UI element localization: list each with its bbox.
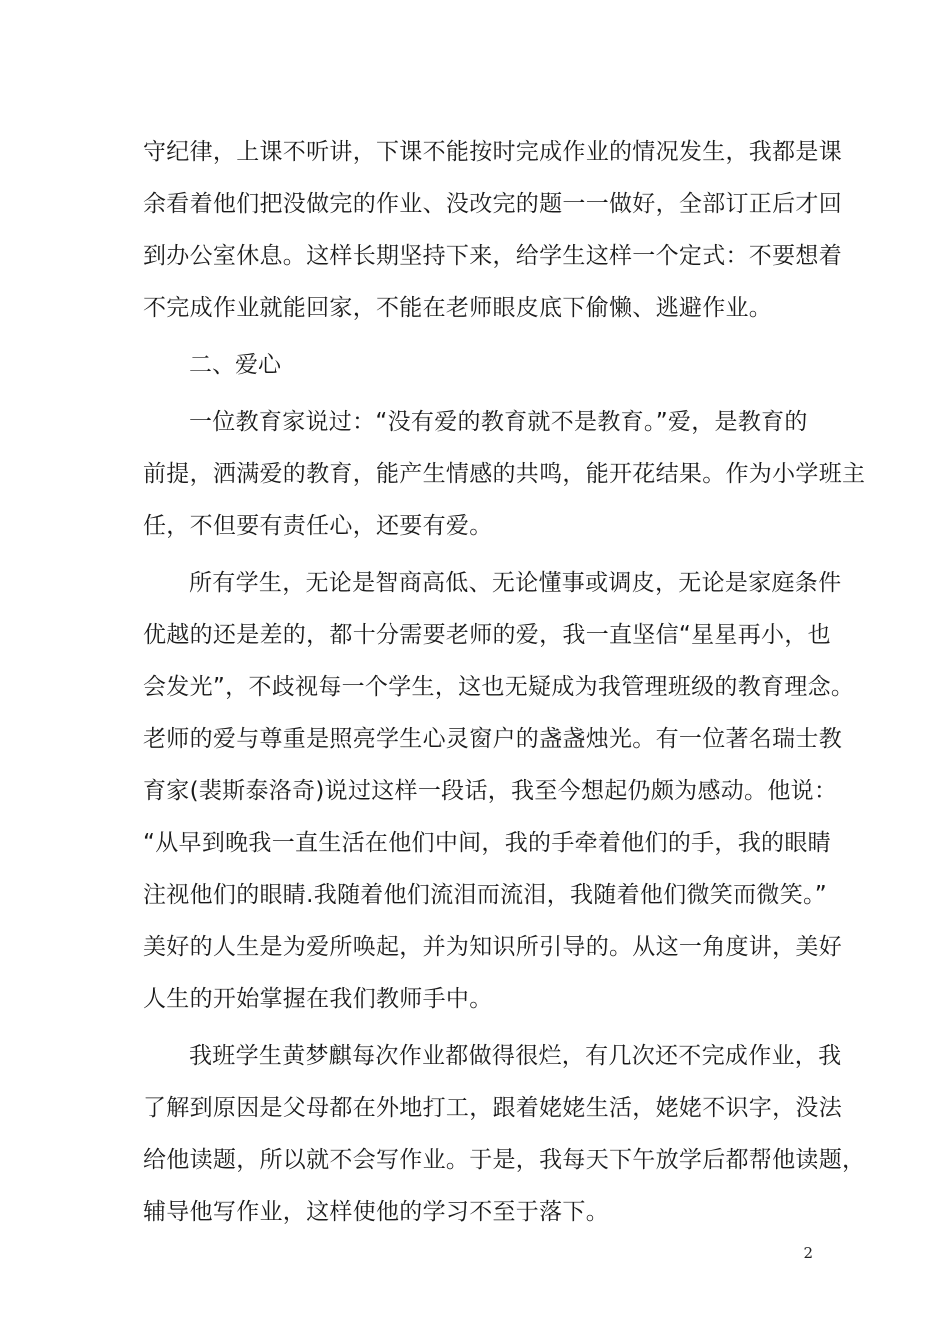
- section-heading-love: 二、爱心: [189, 352, 281, 378]
- text-line: 美好的人生是为爱所唤起，并为知识所引导的。从这一角度讲，美好: [143, 934, 842, 960]
- text-line: 余看着他们把没做完的作业、没改完的题一一做好，全部订正后才回: [143, 191, 842, 217]
- text-line: 所有学生，无论是智商高低、无论懂事或调皮，无论是家庭条件: [189, 570, 842, 596]
- text-line: 育家(裴斯泰洛奇)说过这样一段话，我至今想起仍颇为感动。他说：: [143, 778, 838, 804]
- text-line: 一位教育家说过：“没有爱的教育就不是教育。”爱，是教育的: [189, 409, 808, 435]
- paragraph-educator-quote: [143, 396, 866, 552]
- text-line: 到办公室休息。这样长期坚持下来，给学生这样一个定式：不要想着: [143, 243, 842, 269]
- text-line: 不完成作业就能回家，不能在老师眼皮底下偷懒、逃避作业。: [143, 295, 773, 321]
- text-line: 会发光”，不歧视每一个学生，这也无疑成为我管理班级的教育理念。: [143, 674, 855, 700]
- text-line: 优越的还是差的，都十分需要老师的爱，我一直坚信“星星再小，也: [143, 622, 831, 648]
- text-line: 给他读题，所以就不会写作业。于是，我每天下午放学后都帮他读题，: [143, 1147, 866, 1173]
- text-line: 任，不但要有责任心，还要有爱。: [143, 513, 493, 539]
- text-line: 前提，洒满爱的教育，能产生情感的共鸣，能开花结果。作为小学班主: [143, 461, 866, 487]
- paragraph-all-students: [143, 557, 855, 1025]
- text-line: “从早到晚我一直生活在他们中间，我的手牵着他们的手，我的眼睛: [143, 830, 831, 856]
- text-line: 注视他们的眼睛.我随着他们流泪而流泪，我随着他们微笑而微笑。”: [143, 882, 828, 908]
- body-text: [143, 126, 866, 1238]
- text-line: 我班学生黄梦麒每次作业都做得很烂，有几次还不完成作业，我: [189, 1043, 842, 1069]
- page-number: 2: [803, 1244, 813, 1262]
- text-line: 辅导他写作业，这样使他的学习不至于落下。: [143, 1199, 609, 1225]
- paragraph-discipline-continued: [143, 126, 842, 334]
- text-line: 了解到原因是父母都在外地打工，跟着姥姥生活，姥姥不识字，没法: [143, 1095, 842, 1121]
- text-line: 人生的开始掌握在我们教师手中。: [143, 986, 493, 1012]
- text-line: 守纪律，上课不听讲，下课不能按时完成作业的情况发生，我都是课: [143, 139, 842, 165]
- text-line: 老师的爱与尊重是照亮学生心灵窗户的盏盏烛光。有一位著名瑞士教: [143, 726, 842, 752]
- paragraph-student-example: [143, 1030, 866, 1238]
